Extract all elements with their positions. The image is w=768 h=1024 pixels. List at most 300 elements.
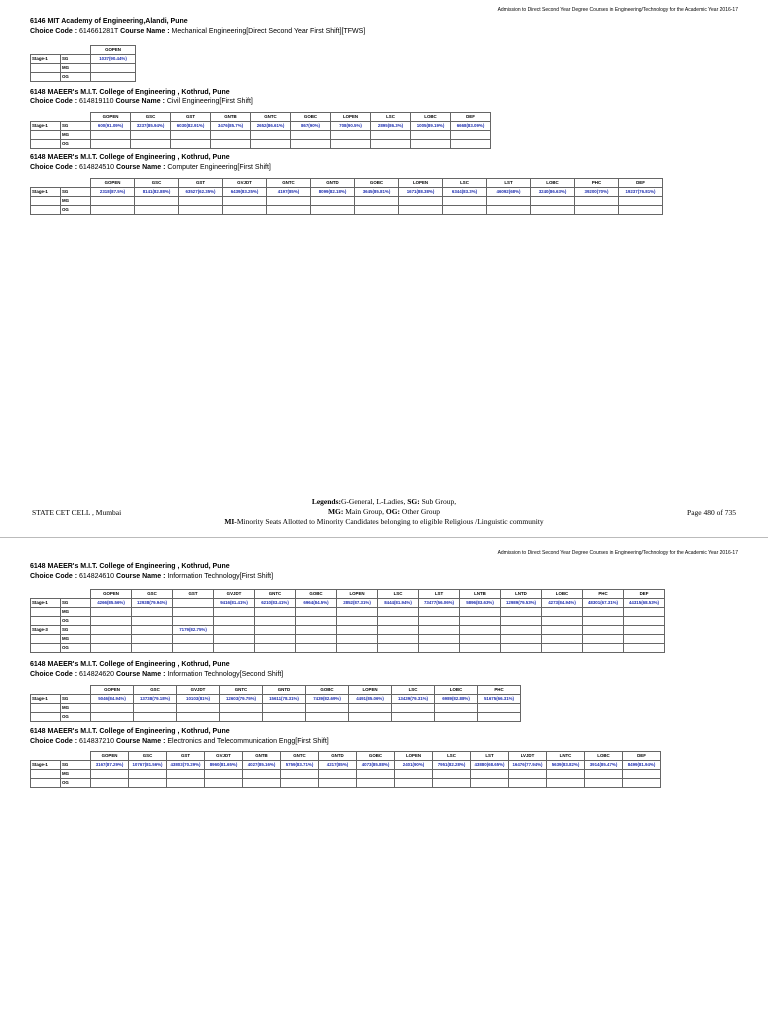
cutoff-cell — [135, 197, 179, 206]
cutoff-cell — [392, 713, 435, 722]
cutoff-cell: 15611(78.31%) — [263, 695, 306, 704]
cutoff-cell — [357, 770, 395, 779]
choice-code-label: Choice Code : — [30, 738, 78, 745]
column-header: LOBC — [542, 590, 583, 599]
cutoff-table — [30, 112, 491, 149]
cutoff-cell — [311, 197, 355, 206]
choice-code: 614837210 — [79, 738, 115, 745]
cutoff-cell — [177, 704, 220, 713]
cutoff-cell — [91, 779, 129, 788]
cutoff-cell — [623, 779, 661, 788]
cutoff-cell — [281, 779, 319, 788]
page-header: Admission to Direct Second Year Degree Courses in Engineering/Technology for the Academic Year 2016-17 — [497, 7, 738, 13]
choice-code-line — [30, 97, 253, 106]
cutoff-cell — [319, 779, 357, 788]
cutoff-cell — [501, 608, 542, 617]
group-cell: SG — [61, 599, 91, 608]
cutoff-cell — [337, 635, 378, 644]
cutoff-cell — [399, 197, 443, 206]
cutoff-cell: 7179(82.75%) — [173, 626, 214, 635]
cutoff-cell — [173, 599, 214, 608]
cutoff-cell: 12938(79.94%) — [132, 599, 173, 608]
course-name-label: Course Name : — [116, 671, 166, 678]
cutoff-cell — [583, 644, 624, 653]
cutoff-cell — [131, 131, 171, 140]
cutoff-cell — [291, 131, 331, 140]
table-row — [31, 761, 661, 770]
cutoff-cell — [214, 608, 255, 617]
cutoff-cell — [91, 206, 135, 215]
column-header: GOPEN — [91, 686, 134, 695]
column-header: GST — [173, 590, 214, 599]
choice-code-label: Choice Code : — [30, 164, 78, 171]
table-row — [31, 206, 663, 215]
group-cell: MG — [61, 64, 91, 73]
cutoff-cell: 6668(83.09%) — [451, 122, 491, 131]
column-header: LOPEN — [395, 752, 433, 761]
column-header: GSC — [132, 590, 173, 599]
cutoff-cell — [91, 197, 135, 206]
column-header: PHC — [478, 686, 521, 695]
course-name: Electronics and Telecommunication Engg[First Shift] — [167, 738, 329, 745]
cutoff-cell — [255, 617, 296, 626]
column-header: GSC — [134, 686, 177, 695]
course-name-label: Course Name : — [116, 738, 166, 745]
table-row — [31, 626, 665, 635]
cutoff-cell — [399, 206, 443, 215]
cutoff-cell — [132, 617, 173, 626]
cutoff-cell — [624, 635, 665, 644]
cutoff-cell: 6030(82.91%) — [171, 122, 211, 131]
choice-code-label: Choice Code : — [30, 573, 78, 580]
cutoff-cell: 19237(76.81%) — [619, 188, 663, 197]
stage-cell — [31, 713, 61, 722]
column-header: GNTB — [243, 752, 281, 761]
cutoff-cell: 867(90%) — [291, 122, 331, 131]
column-header: GVJDT — [205, 752, 243, 761]
column-header: GSC — [129, 752, 167, 761]
cutoff-cell: 4491(85.06%) — [349, 695, 392, 704]
cutoff-cell: 3645(85.81%) — [355, 188, 399, 197]
cutoff-cell — [624, 626, 665, 635]
course-name: Civil Engineering[First Shift] — [166, 98, 253, 105]
course-name-label: Course Name : — [120, 28, 170, 35]
table-row — [31, 770, 661, 779]
cutoff-cell — [263, 713, 306, 722]
cutoff-cell — [135, 206, 179, 215]
cutoff-cell — [173, 635, 214, 644]
cutoff-cell — [91, 617, 132, 626]
cutoff-cell: 73477(56.06%) — [419, 599, 460, 608]
column-header: GOBC — [291, 113, 331, 122]
cutoff-cell — [267, 206, 311, 215]
cutoff-cell — [460, 626, 501, 635]
cutoff-cell — [547, 779, 585, 788]
cutoff-cell — [542, 626, 583, 635]
column-header: GOBC — [306, 686, 349, 695]
cutoff-cell — [91, 644, 132, 653]
stage-cell: Stage-3 — [31, 626, 61, 635]
table-row — [31, 695, 521, 704]
cutoff-cell: 8960(81.65%) — [205, 761, 243, 770]
cutoff-cell — [378, 608, 419, 617]
legend-line-1: Legends:G-General, L-Ladies, SG: Sub Group, — [311, 497, 457, 506]
cutoff-cell — [501, 617, 542, 626]
college-title: 6148 MAEER's M.I.T. College of Engineering , Kothrud, Pune — [30, 154, 230, 161]
table-row — [31, 704, 521, 713]
cutoff-cell: 43880(68.65%) — [471, 761, 509, 770]
cutoff-table — [30, 45, 136, 82]
cutoff-cell — [129, 779, 167, 788]
stage-cell — [31, 64, 61, 73]
column-header: LSC — [392, 686, 435, 695]
cutoff-cell — [255, 644, 296, 653]
college-title: 6148 MAEER's M.I.T. College of Engineering , Kothrud, Pune — [30, 563, 230, 570]
cutoff-cell — [331, 140, 371, 149]
cutoff-cell — [205, 779, 243, 788]
stage-cell — [31, 73, 61, 82]
stage-cell: Stage-1 — [31, 599, 61, 608]
cutoff-cell: 1005(89.19%) — [411, 122, 451, 131]
cutoff-cell — [471, 779, 509, 788]
column-header: PHC — [575, 179, 619, 188]
page-number: Page 480 of 735 — [687, 508, 736, 517]
choice-code-label: Choice Code : — [30, 98, 78, 105]
cutoff-cell: 1671(88.38%) — [399, 188, 443, 197]
cutoff-cell: 4273(84.94%) — [542, 599, 583, 608]
group-cell: SG — [61, 188, 91, 197]
legend-line-2: MG: Main Group, OG: Other Group — [327, 507, 441, 516]
cutoff-cell — [337, 617, 378, 626]
column-header: GNTC — [255, 590, 296, 599]
choice-code-line — [30, 27, 365, 36]
cutoff-cell — [433, 779, 471, 788]
cutoff-cell — [542, 617, 583, 626]
cutoff-cell: 3237(85.94%) — [131, 122, 171, 131]
cutoff-cell — [542, 644, 583, 653]
cutoff-cell — [619, 206, 663, 215]
cutoff-cell — [211, 140, 251, 149]
group-cell: SG — [61, 626, 91, 635]
choice-code-line — [30, 163, 271, 172]
cutoff-cell — [451, 140, 491, 149]
cutoff-cell — [583, 608, 624, 617]
page-header: Admission to Direct Second Year Degree Courses in Engineering/Technology for the Academic Year 2016-17 — [497, 550, 738, 556]
cutoff-cell: 12603(79.75%) — [220, 695, 263, 704]
cutoff-cell — [355, 197, 399, 206]
column-header: LSC — [371, 113, 411, 122]
cutoff-cell: 708(90.5%) — [331, 122, 371, 131]
cutoff-cell — [619, 197, 663, 206]
choice-code-label: Choice Code : — [30, 671, 78, 678]
footer-left: STATE CET CELL , Mumbai — [32, 508, 122, 517]
cutoff-cell — [132, 626, 173, 635]
stage-cell: Stage-1 — [31, 761, 61, 770]
stage-cell — [31, 608, 61, 617]
column-header: DEF — [451, 113, 491, 122]
cutoff-cell: 4027(85.16%) — [243, 761, 281, 770]
stage-cell — [31, 206, 61, 215]
cutoff-cell: 44315(68.53%) — [624, 599, 665, 608]
choice-code-line — [30, 670, 283, 679]
column-header: GNTC — [281, 752, 319, 761]
choice-code-line — [30, 737, 329, 746]
legend-line-3: MI-Minority Seats Allotted to Minority Candidates belonging to eligible Religious /Linguistic community — [224, 517, 544, 526]
page-divider — [0, 537, 768, 538]
cutoff-cell: 46092(68%) — [487, 188, 531, 197]
cutoff-cell — [583, 635, 624, 644]
column-header: GNTC — [251, 113, 291, 122]
group-cell: SG — [61, 55, 91, 64]
column-header: GOPEN — [91, 752, 129, 761]
cutoff-cell: 3167(87.29%) — [91, 761, 129, 770]
cutoff-cell — [220, 704, 263, 713]
stage-cell: Stage-1 — [31, 695, 61, 704]
cutoff-cell: 13738(79.18%) — [134, 695, 177, 704]
column-header: GOPEN — [91, 590, 132, 599]
table-row — [31, 197, 663, 206]
cutoff-cell — [173, 644, 214, 653]
cutoff-cell — [419, 608, 460, 617]
column-header: GNTC — [267, 179, 311, 188]
column-header: DEF — [623, 752, 661, 761]
cutoff-cell — [306, 704, 349, 713]
course-name-label: Course Name : — [115, 98, 165, 105]
cutoff-cell — [378, 644, 419, 653]
column-header: GOBC — [296, 590, 337, 599]
column-header: LST — [487, 179, 531, 188]
cutoff-cell — [243, 770, 281, 779]
cutoff-cell — [419, 635, 460, 644]
cutoff-cell — [349, 704, 392, 713]
cutoff-cell — [395, 770, 433, 779]
column-header: DEF — [619, 179, 663, 188]
cutoff-cell — [624, 617, 665, 626]
column-header: GOPEN — [91, 179, 135, 188]
cutoff-cell — [575, 206, 619, 215]
cutoff-cell: 5639(83.82%) — [547, 761, 585, 770]
cutoff-table — [30, 685, 521, 722]
cutoff-cell — [395, 779, 433, 788]
table-row — [31, 635, 665, 644]
group-cell: OG — [61, 713, 91, 722]
cutoff-cell — [583, 626, 624, 635]
cutoff-cell — [134, 713, 177, 722]
cutoff-cell — [337, 644, 378, 653]
choice-code: 614819110 — [79, 98, 114, 105]
cutoff-cell — [267, 197, 311, 206]
cutoff-cell — [211, 131, 251, 140]
course-name-label: Course Name : — [116, 573, 166, 580]
group-cell: MG — [61, 197, 91, 206]
cutoff-cell — [132, 608, 173, 617]
cutoff-cell — [443, 206, 487, 215]
table-row — [31, 644, 665, 653]
cutoff-cell: 10767(81.56%) — [129, 761, 167, 770]
cutoff-cell — [337, 608, 378, 617]
cutoff-cell — [624, 644, 665, 653]
cutoff-cell — [129, 770, 167, 779]
column-header: GVJDT — [223, 179, 267, 188]
cutoff-cell — [91, 626, 132, 635]
college-title: 6148 MAEER's M.I.T. College of Engineering , Kothrud, Pune — [30, 89, 230, 96]
group-cell: MG — [61, 608, 91, 617]
cutoff-cell — [255, 626, 296, 635]
cutoff-cell — [91, 770, 129, 779]
cutoff-table — [30, 751, 661, 788]
stage-cell — [31, 197, 61, 206]
cutoff-cell — [220, 713, 263, 722]
column-header: DEF — [624, 590, 665, 599]
cutoff-cell — [349, 713, 392, 722]
cutoff-cell — [255, 608, 296, 617]
column-header: GOBC — [357, 752, 395, 761]
column-header: GNTC — [220, 686, 263, 695]
cutoff-cell: 600(91.09%) — [91, 122, 131, 131]
cutoff-cell — [132, 635, 173, 644]
college-title: 6148 MAEER's M.I.T. College of Engineering , Kothrud, Pune — [30, 728, 230, 735]
column-header: GOPEN — [91, 113, 131, 122]
stage-cell — [31, 140, 61, 149]
cutoff-cell — [91, 131, 131, 140]
cutoff-cell: 4073(85.88%) — [357, 761, 395, 770]
column-header: LOPEN — [337, 590, 378, 599]
cutoff-cell: 2401(90%) — [395, 761, 433, 770]
cutoff-cell — [531, 206, 575, 215]
cutoff-cell — [585, 770, 623, 779]
cutoff-cell: 3476(85.7%) — [211, 122, 251, 131]
cutoff-cell — [91, 73, 136, 82]
stage-cell — [31, 644, 61, 653]
choice-code-label: Choice Code : — [30, 28, 78, 35]
course-name: Information Technology[First Shift] — [167, 573, 274, 580]
cutoff-cell: 16476(77.94%) — [509, 761, 547, 770]
cutoff-cell — [460, 617, 501, 626]
cutoff-cell — [501, 644, 542, 653]
cutoff-cell — [296, 635, 337, 644]
column-header: GNTD — [263, 686, 306, 695]
cutoff-cell: 12989(79.53%) — [501, 599, 542, 608]
cutoff-table — [30, 589, 665, 653]
cutoff-cell — [296, 626, 337, 635]
cutoff-cell — [255, 635, 296, 644]
cutoff-cell — [205, 770, 243, 779]
stage-cell: Stage-1 — [31, 188, 61, 197]
cutoff-cell — [460, 644, 501, 653]
group-cell: SG — [61, 761, 91, 770]
cutoff-table — [30, 178, 663, 215]
cutoff-cell — [435, 713, 478, 722]
cutoff-cell: 39200(70%) — [575, 188, 619, 197]
cutoff-cell: 13439(79.31%) — [392, 695, 435, 704]
column-header: GSC — [131, 113, 171, 122]
cutoff-cell: 1037(90.44%) — [91, 55, 136, 64]
cutoff-cell — [296, 644, 337, 653]
stage-cell: Stage-1 — [31, 55, 61, 64]
table-row — [31, 64, 136, 73]
column-header: GNTD — [319, 752, 357, 761]
cutoff-cell — [471, 770, 509, 779]
cutoff-cell: 4217(85%) — [319, 761, 357, 770]
cutoff-cell — [131, 140, 171, 149]
cutoff-cell: 6964(84.5%) — [296, 599, 337, 608]
column-header: LNTC — [547, 752, 585, 761]
cutoff-cell: 5759(83.71%) — [281, 761, 319, 770]
cutoff-cell — [378, 626, 419, 635]
cutoff-cell — [134, 704, 177, 713]
column-header: LVJDT — [509, 752, 547, 761]
cutoff-cell — [357, 779, 395, 788]
cutoff-cell — [451, 131, 491, 140]
column-header: GSC — [135, 179, 179, 188]
cutoff-cell — [91, 64, 136, 73]
cutoff-cell — [311, 206, 355, 215]
cutoff-cell — [487, 197, 531, 206]
cutoff-cell — [378, 635, 419, 644]
cutoff-cell — [91, 635, 132, 644]
cutoff-cell — [306, 713, 349, 722]
group-cell: SG — [61, 122, 91, 131]
cutoff-cell: 8499(81.94%) — [623, 761, 661, 770]
column-header: GST — [167, 752, 205, 761]
cutoff-cell — [547, 770, 585, 779]
college-title: 6146 MIT Academy of Engineering,Alandi, Pune — [30, 18, 188, 25]
cutoff-cell: 10103(81%) — [177, 695, 220, 704]
stage-cell — [31, 617, 61, 626]
cutoff-cell — [337, 626, 378, 635]
column-header: LOBC — [585, 752, 623, 761]
group-cell: MG — [61, 704, 91, 713]
cutoff-cell — [243, 779, 281, 788]
cutoff-cell — [460, 608, 501, 617]
cutoff-cell — [542, 608, 583, 617]
cutoff-cell — [331, 131, 371, 140]
cutoff-cell — [355, 206, 399, 215]
column-header: LOPEN — [399, 179, 443, 188]
column-header: LNTD — [501, 590, 542, 599]
choice-code-line — [30, 572, 273, 581]
cutoff-cell: 51675(66.31%) — [478, 695, 521, 704]
group-cell: OG — [61, 140, 91, 149]
cutoff-cell — [214, 626, 255, 635]
cutoff-cell — [91, 713, 134, 722]
column-header: LOBC — [411, 113, 451, 122]
table-row — [31, 188, 663, 197]
column-header: LNTB — [460, 590, 501, 599]
stage-cell: Stage-1 — [31, 122, 61, 131]
cutoff-cell — [132, 644, 173, 653]
cutoff-cell — [179, 206, 223, 215]
course-name-label: Course Name : — [116, 164, 166, 171]
table-row — [31, 779, 661, 788]
cutoff-cell: 6989(82.88%) — [435, 695, 478, 704]
cutoff-cell — [624, 608, 665, 617]
cutoff-cell: 5046(84.94%) — [91, 695, 134, 704]
cutoff-cell — [251, 140, 291, 149]
cutoff-cell: 43803(70.29%) — [167, 761, 205, 770]
cutoff-cell — [214, 644, 255, 653]
cutoff-cell: 63527(62.35%) — [179, 188, 223, 197]
column-header: GVJDT — [177, 686, 220, 695]
cutoff-cell — [392, 704, 435, 713]
cutoff-cell: 7951(82.28%) — [433, 761, 471, 770]
cutoff-cell: 8141(82.88%) — [135, 188, 179, 197]
cutoff-cell — [542, 635, 583, 644]
cutoff-cell — [433, 770, 471, 779]
cutoff-cell — [91, 608, 132, 617]
cutoff-cell — [443, 197, 487, 206]
column-header: GOPEN — [91, 46, 136, 55]
